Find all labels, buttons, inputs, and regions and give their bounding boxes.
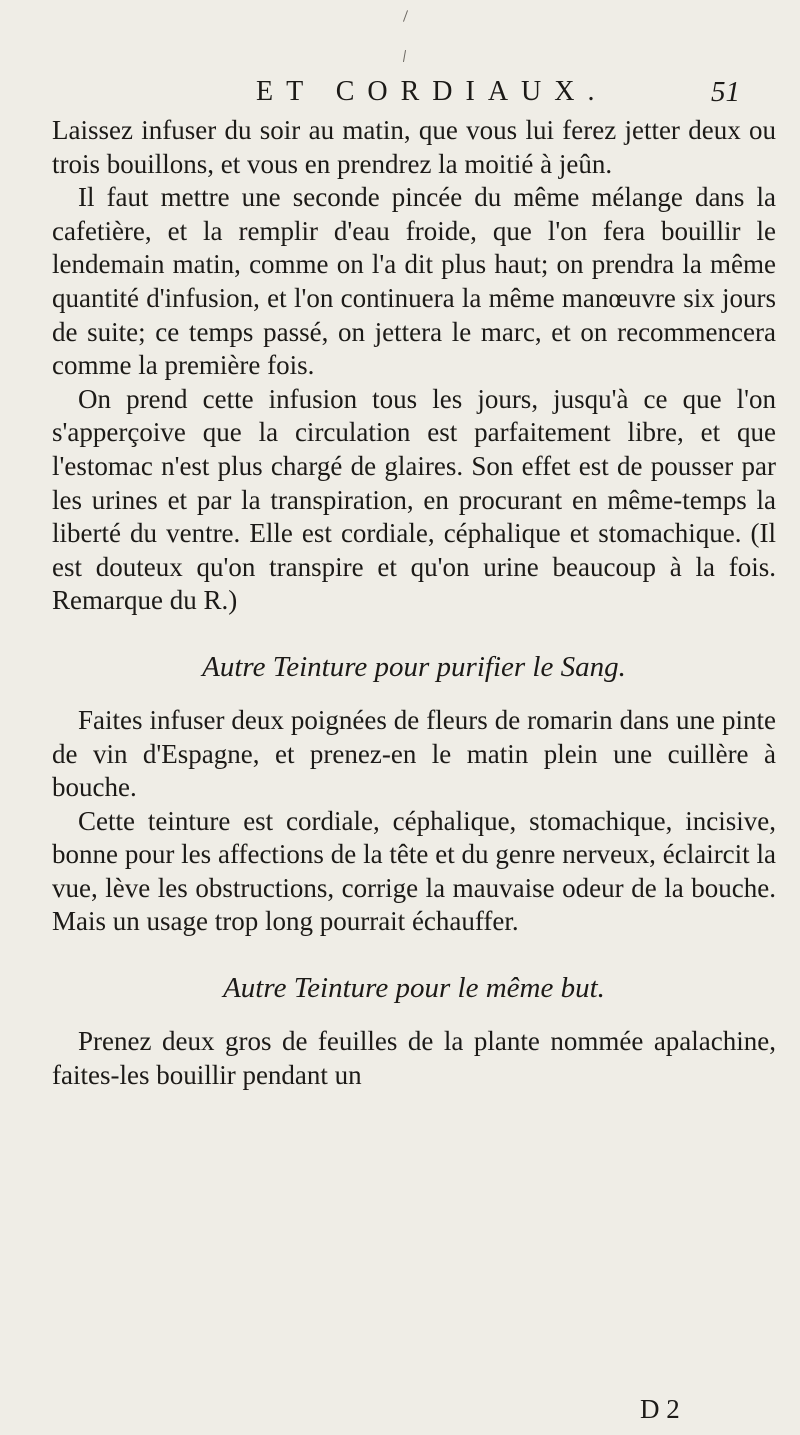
- paragraph: Laissez infuser du soir au matin, que vous lui ferez jetter deux ou trois bouillons, et vous en prendrez la moitié à jeûn.: [52, 115, 776, 179]
- paragraph: Faites infuser deux poignées de fleurs de romarin dans une pinte de vin d'Espagne, et prenez-en le matin plein une cuillère à bouche.: [52, 704, 776, 803]
- page-header: [180, 74, 740, 114]
- page-mark: [403, 10, 408, 22]
- paragraph: On prend cette infusion tous les jours, jusqu'à ce que l'on s'apperçoive que la circulation est parfaitement libre, et que l'estomac n'est plus chargé de glaires. Son effet est de pousser par les urines et par la transpiration, en procurant en même-temps la liberté du ventre. Elle est cordiale, céphalique et stomachique. (Il est douteux qu'on transpire et qu'on urine beaucoup à la fois. Remarque du R.): [52, 383, 776, 616]
- body-text: [52, 114, 776, 1092]
- page-number: 51: [711, 76, 740, 108]
- signature-mark: D 2: [640, 1394, 680, 1424]
- section-heading: Autre Teinture pour le même but.: [223, 972, 605, 1005]
- paragraph: Prenez deux gros de feuilles de la plante nommée apalachine, faites-les bouillir pendant un: [52, 1026, 776, 1090]
- page-mark: [403, 50, 406, 62]
- running-title: ET CORDIAUX.: [256, 76, 608, 107]
- paragraph: Il faut mettre une seconde pincée du même mélange dans la cafetière, et la remplir d'eau froide, que l'on fera bouillir le lendemain matin, comme on l'a dit plus haut; on prendra la même quantité d'infusion, et l'on continuera la même manœuvre six jours de suite; ce temps passé, on jettera le marc, et on recommencera comme la première fois.: [52, 182, 776, 381]
- section-heading: Autre Teinture pour purifier le Sang.: [202, 650, 626, 683]
- paragraph: Cette teinture est cordiale, céphalique, stomachique, incisive, bonne pour les affections de la tête et du genre nerveux, éclaircit la vue, lève les obstructions, corrige la mauvaise odeur de la bouche. Mais un usage trop long pourrait échauffer.: [52, 805, 776, 937]
